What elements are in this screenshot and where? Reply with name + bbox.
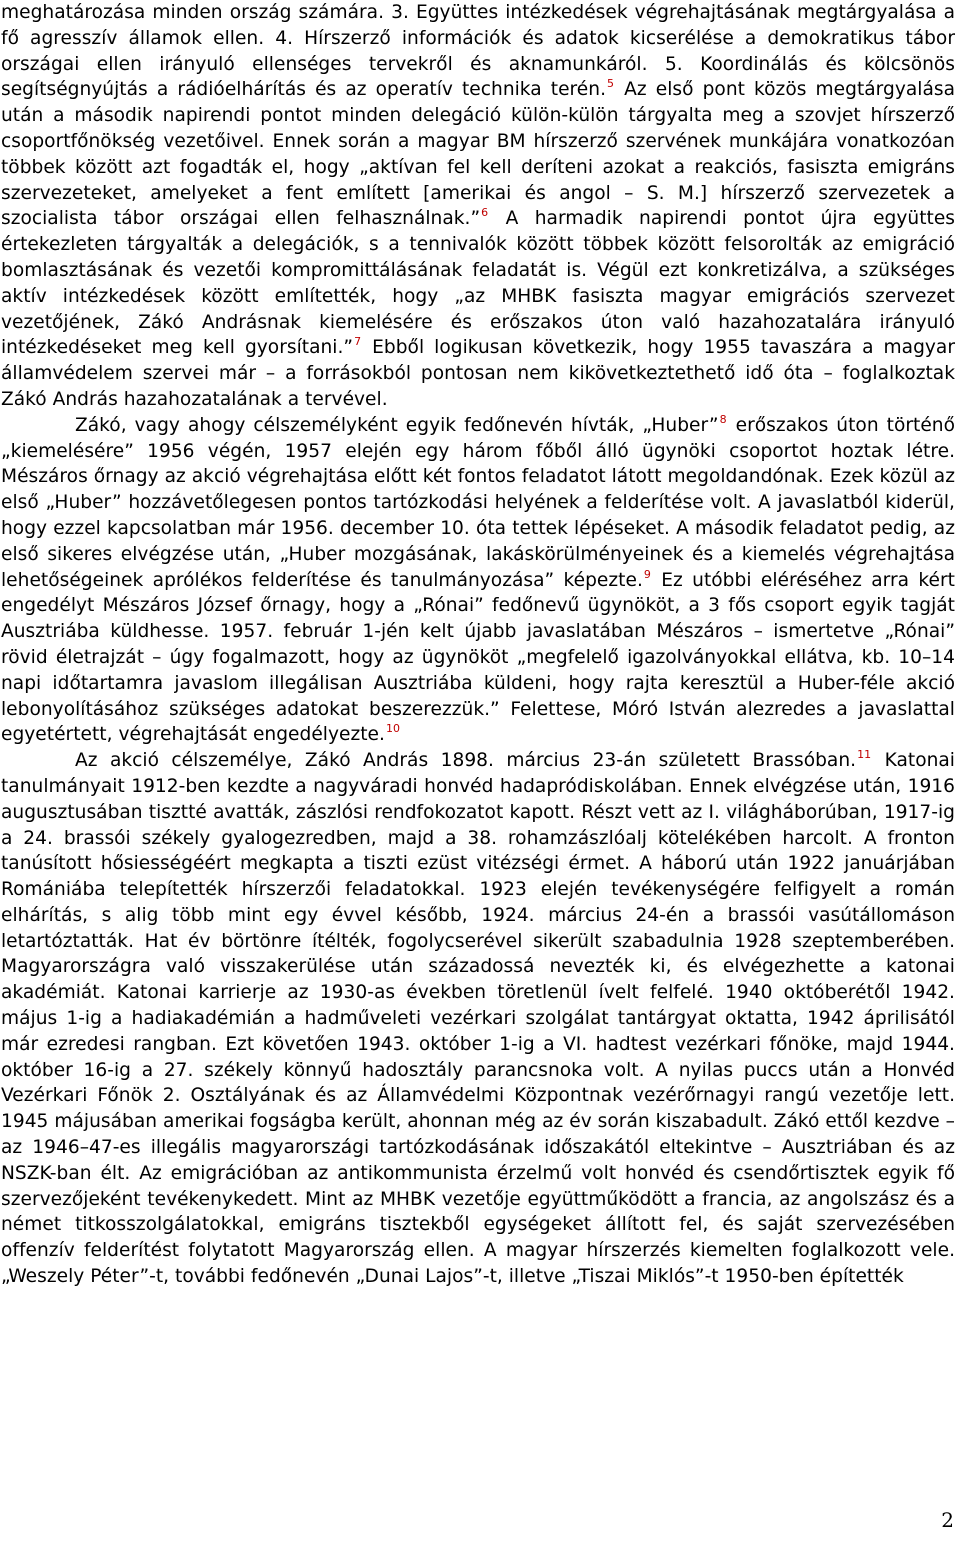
paragraph-text: Ebből logikusan következik, hogy 1955 tavaszára a magyar államvédelem szervei már – a forrásokból pontosan nem kikövetkeztethető idő óta – foglalkoztak Zákó András hazahozatalának a tervével. bbox=[1, 337, 955, 410]
body-paragraph bbox=[1, 0, 955, 413]
page-number: 2 bbox=[941, 1508, 954, 1532]
body-paragraph bbox=[1, 413, 955, 748]
paragraph-text: Zákó, vagy ahogy célszemélyként egyik fedőnevén hívták, „Huber” bbox=[75, 414, 719, 436]
paragraph-text: meghatározása minden ország számára. 3. Együttes intézkedések végrehajtásának megtárgyalása a fő agresszív államok ellen. 4. Hírszerző információk és adatok kicserélése a demokratikus tábor országai ellen irányuló ellenséges tervekről és aknamunkáról. 5. Koordinálás és kölcsönös segítségnyújtás a rádióelhárítás és az operatív technika terén. bbox=[1, 2, 955, 101]
body-paragraph bbox=[1, 748, 955, 1290]
footnote-reference[interactable]: 9 bbox=[643, 567, 651, 581]
paragraph-text: erőszakos úton történő „kiemelésére” 1956 végén, 1957 elején egy három főből álló ügynöki csoportot hoztak létre. Mészáros őrnagy az akció végrehajtása előtt két fontos feladatot látott megoldandónak. Ezek közül az első „Huber” hozzávetőlegesen pontos tartózkodási helyének a felderítése volt. A javaslatból kiderül, hogy ezzel kapcsolatban már 1956. december 10. óta tettek lépéseket. A második feladatot pedig, az első sikeres elvégzése után, „Huber mozgásának, lakáskörülményeinek és a kiemelés végrehajtása lehetőségeinek aprólékos felderítése és tanulmányozása” képezte. bbox=[1, 414, 955, 591]
paragraph-text: A harmadik napirendi pontot újra együttes értekezleten tárgyalták a delegációk, s a tennivalók között többek között felsorolták az emigráció bomlasztásának és vezetői kompromittálásának feladatát is. Végül ezt konkretizálva, a szükséges aktív intézkedések között említették, hogy „az MHBK fasiszta magyar emigrációs szervezet vezetőjének, Zákó Andrásnak kiemelésére és erőszakos úton való hazahozatalára irányuló intézkedéseket meg kell gyorsítani.” bbox=[1, 208, 955, 359]
footnote-reference[interactable]: 7 bbox=[354, 335, 362, 349]
paragraph-text: Ez utóbbi eléréséhez arra kért engedélyt Mészáros József őrnagy, hogy a „Rónai” fedőnevű ügynököt, a 3 fős csoport egyik tagját Ausztriába küldhesse. 1957. február 1-jén kelt újabb javaslatában Mészáros – ismertetve „Rónai” rövid életrajzát – úgy fogalmazott, hogy az ügynököt „megfelelő igazolványokkal ellátva, kb. 10–14 napi időtartamra javaslom illegálisan Ausztriába küldeni, hogy rajta keresztül a Huber-féle akció lebonyolításához szükséges adatokat beszerezzük.” Felettese, Móró István alezredes a javaslattal egyetértett, végrehajtását engedélyezte. bbox=[1, 569, 955, 746]
footnote-reference[interactable]: 11 bbox=[857, 748, 872, 762]
paragraph-text: Az első pont közös megtárgyalása után a második napirendi pontot minden delegáció külön-külön tárgyalta meg a szovjet hírszerző csoportfőnökség vezetőivel. Ennek során a magyar BM hírszerző szervének munkájára vonatkozóan többek között azt fogadták el, hogy „aktívan fel kell deríteni azokat a reakciós, fasiszta emigráns szervezeteket, amelyeket a fent említett [amerikai és angol – S. M.] hírszerző szervezetek a szocialista tábor országai ellen felhasználnak.” bbox=[1, 79, 955, 230]
footnote-reference[interactable]: 6 bbox=[481, 206, 489, 220]
footnote-reference[interactable]: 5 bbox=[607, 77, 615, 91]
footnote-reference[interactable]: 8 bbox=[719, 412, 727, 426]
paragraph-text: Az akció célszemélye, Zákó András 1898. március 23-án született Brassóban. bbox=[75, 750, 857, 772]
footnote-reference[interactable]: 10 bbox=[385, 722, 400, 736]
paragraph-text: Katonai tanulmányait 1912-ben kezdte a nagyváradi honvéd hadapródiskolában. Ennek elvégzése után, 1916 augusztusában tisztté avatták, zászlósi rendfokozatot kapott. Részt vett az I. világháborúban, 1917-ig a 24. brassói székely gyalogezredben, majd a 38. rohamzászlóalj kötelékében harcolt. A fronton tanúsított hősiességéért megkapta a tiszti ezüst vitézségi érmet. A háború után 1922 januárjában Romániába telepítették hírszerzői feladatokkal. 1923 elején tevékenységére felfigyelt a román elhárítás, s alig több mint egy évvel később, 1924. március 24-én a brassói vasútállomáson letartóztatták. Hat év börtönre ítélték, fogolycserével sikerült szabadulnia 1928 szeptemberében. Magyarországra való visszakerülése után századossá nevezték ki, és elvégezhette a katonai akadémiát. Katonai karrierje az 1930-as években töretlenül ívelt felfelé. 1940 októberétől 1942. május 1-ig a hadiakadémián a hadműveleti vezérkari szolgálat tantárgyat oktatta, 1942 áprilisától már ezredesi rangban. Ezt követően 1943. október 1-ig a VI. hadtest vezérkari főnöke, majd 1944. október 16-ig a 27. székely könnyű hadosztály parancsnoka volt. A nyilas puccs után a Honvéd Vezérkari Főnök 2. Osztályának és az Államvédelmi Központnak vezérőrnagyi rangú vezetője lett. 1945 májusában amerikai fogságba került, ahonnan még az év során kiszabadult. Zákó ettől kezdve – az 1946–47-es illegális magyarországi tartózkodásának időszakától eltekintve – Ausztriában és az NSZK-ban élt. Az emigrációban az antikommunista érzelmű volt honvéd és csendőrtisztek egyik fő szervezőjeként tevékenykedett. Mint az MHBK vezetője együttműködött a francia, az angolszász és a német titkosszolgálatokkal, emigráns tisztekből egységeket állított fel, és saját szervezésében offenzív felderítést folytatott Magyarország ellen. A magyar hírszerzés kiemelten foglalkozott vele. „Weszely Péter”-t, további fedőnevén „Dunai Lajos”-t, illetve „Tiszai Miklós”-t 1950-ben építették bbox=[1, 750, 955, 1288]
